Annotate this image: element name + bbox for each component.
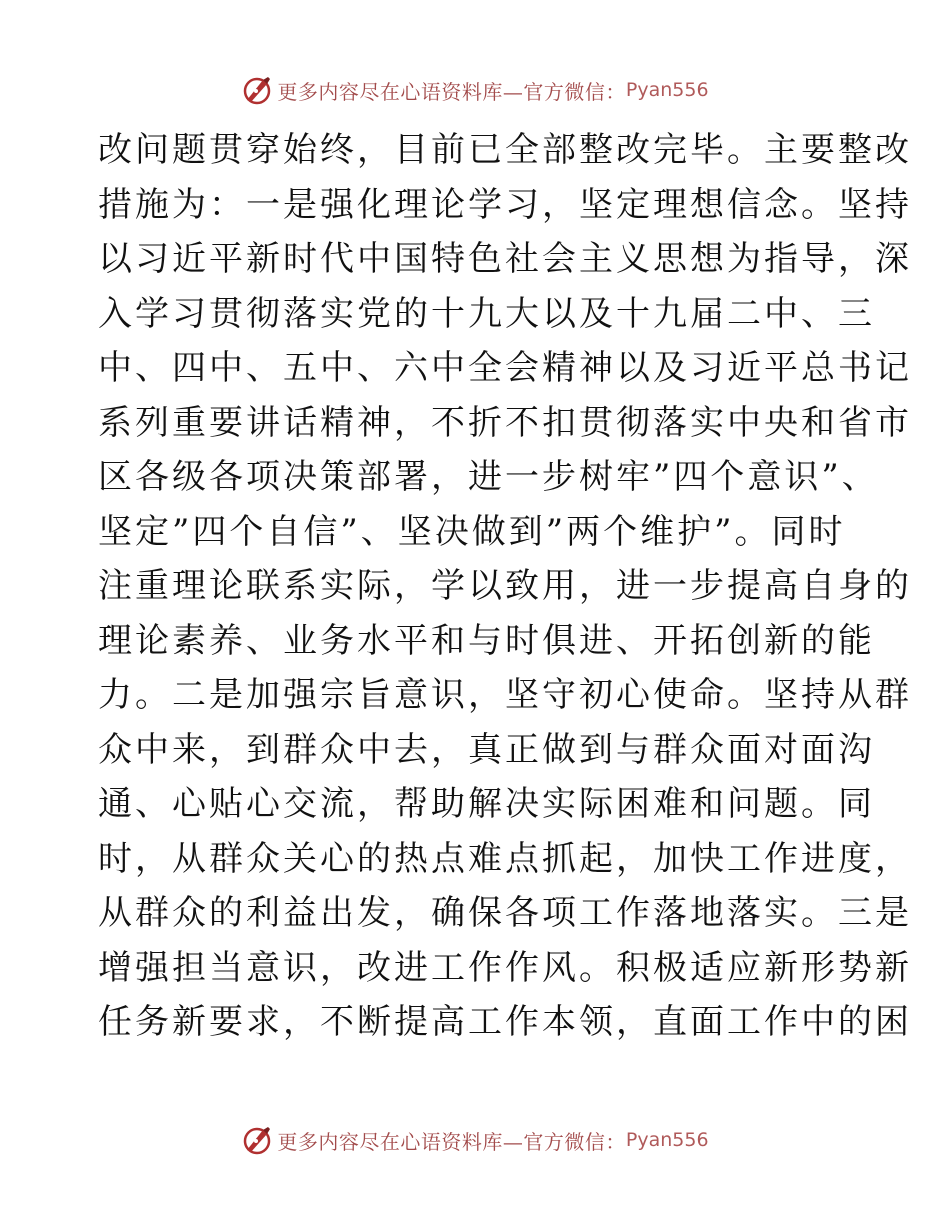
wechat-id: Pyan556 — [625, 1129, 709, 1151]
body-line: 改问题贯穿始终，目前已全部整改完毕。主要整改 — [98, 130, 912, 170]
body-line: 增强担当意识，改进工作作风。积极适应新形势新 — [98, 947, 912, 988]
footer-banner — [0, 1120, 950, 1160]
wechat-id: Pyan556 — [625, 79, 709, 101]
body-line: 理论素养、业务水平和与时俱进、开拓创新的能 — [98, 620, 875, 661]
body-line: 任务新要求，不断提高工作本领，直面工作中的困 — [98, 1002, 912, 1042]
body-line: 坚定”四个自信”、坚决做到”两个维护”。同时 — [98, 511, 846, 552]
body-line: 入学习贯彻落实党的十九大以及十九届二中、三 — [98, 293, 875, 334]
body-line: 通、心贴心交流，帮助解决实际困难和问题。同 — [98, 784, 875, 824]
body-line: 注重理论联系实际，学以致用，进一步提高自身的 — [98, 566, 912, 606]
body-line: 力。二是加强宗旨意识，坚守初心使命。坚持从群 — [98, 675, 912, 715]
body-line: 从群众的利益出发，确保各项工作落地落实。三是 — [98, 893, 912, 933]
banner-text: 更多内容尽在心语资料库—官方微信： — [277, 79, 626, 104]
body-line: 众中来，到群众中去，真正做到与群众面对面沟 — [98, 729, 875, 770]
body-line: 中、四中、五中、六中全会精神以及习近平总书记 — [98, 348, 912, 388]
body-line: 系列重要讲话精神，不折不扣贯彻落实中央和省市 — [98, 402, 912, 443]
document-body — [98, 123, 912, 1050]
header-banner — [0, 70, 950, 110]
body-line: 措施为：一是强化理论学习，坚定理想信念。坚持 — [98, 184, 912, 225]
banner-text: 更多内容尽在心语资料库—官方微信： — [277, 1129, 626, 1154]
pen-nib-logo-icon — [241, 1124, 273, 1156]
body-line: 时，从群众关心的热点难点抓起，加快工作进度， — [98, 838, 912, 879]
body-line: 以习近平新时代中国特色社会主义思想为指导，深 — [98, 239, 912, 279]
body-line: 区各级各项决策部署，进一步树牢”四个意识”、 — [98, 457, 879, 497]
pen-nib-logo-icon — [241, 74, 273, 106]
